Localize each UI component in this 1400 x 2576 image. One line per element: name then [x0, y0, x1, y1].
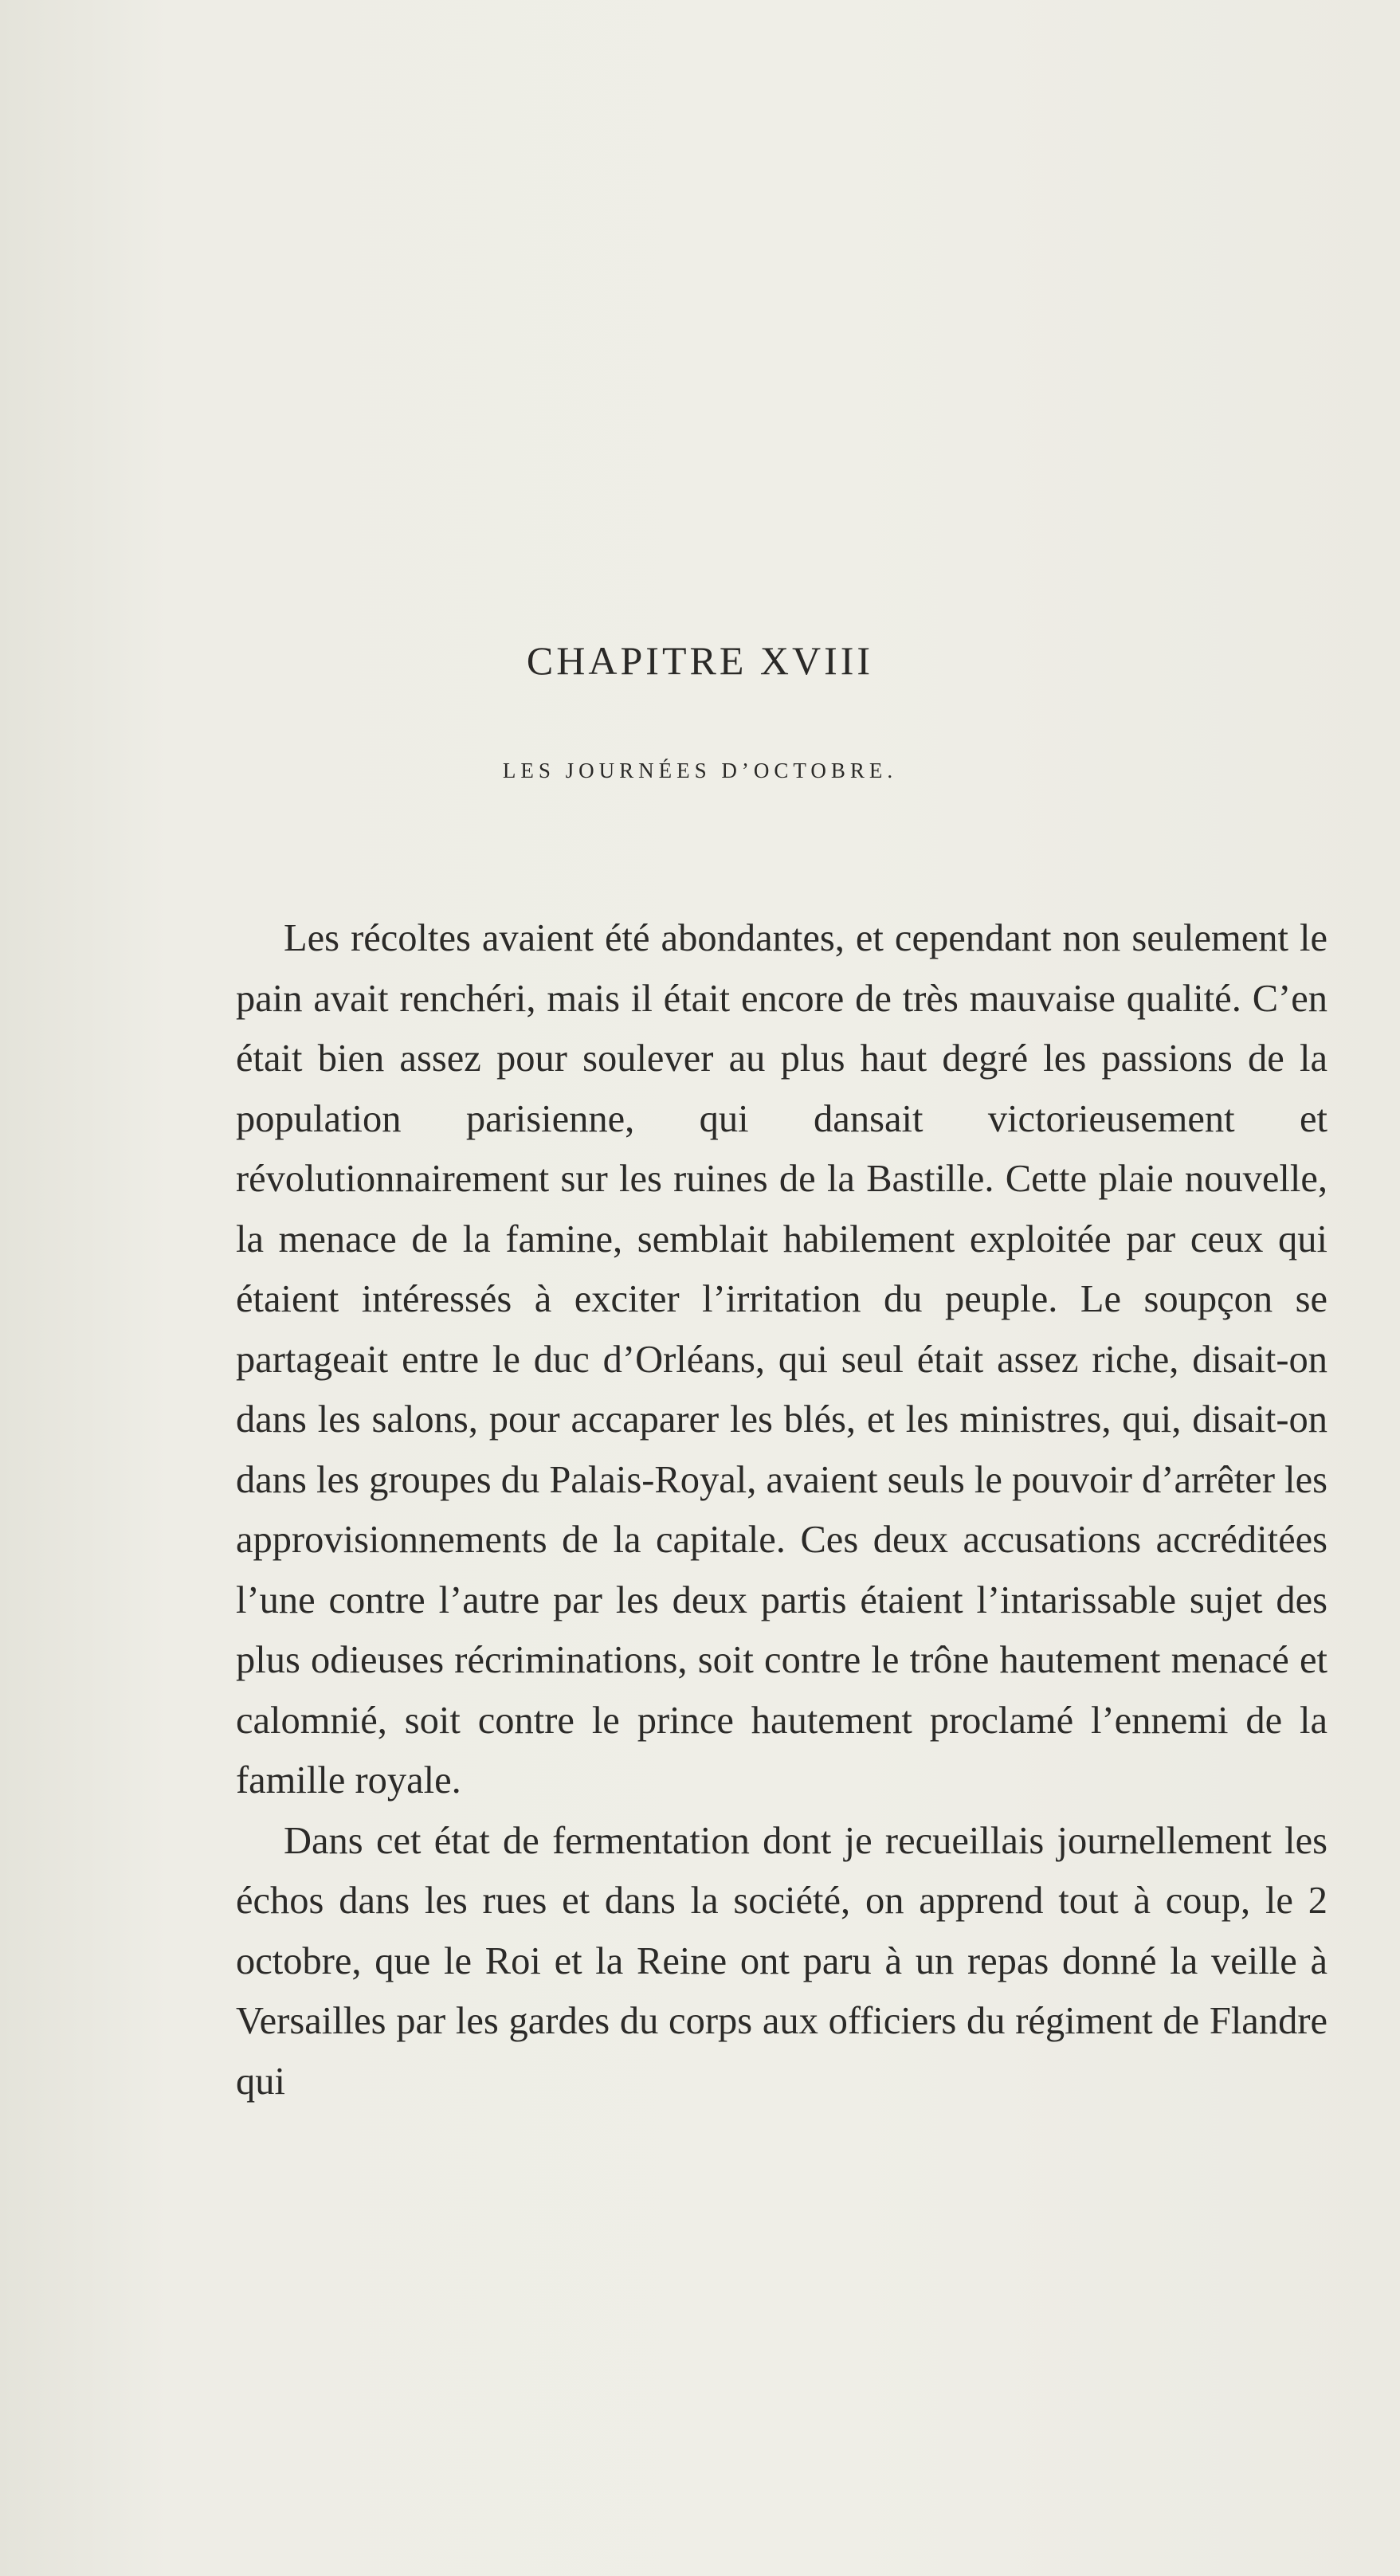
paragraph: Dans cet état de fermentation dont je recueillais journellement les échos dans les rues et dans la société, on apprend tout à coup, le 2 octobre, que le Roi et la Reine ont paru à un repas donné la veille à Versailles par les gardes du corps aux officiers du régiment de Flandre qui: [236, 1819, 1327, 2103]
chapter-subtitle: LES JOURNÉES D’OCTOBRE.: [502, 759, 898, 782]
paragraph: Les récoltes avaient été abondantes, et cependant non seulement le pain avait renchéri, mais il était encore de très mauvaise qualité. C’en était bien assez pour soulever au plus haut degré les passions de la population parisienne, qui dansait victorieusement et révolutionnairement sur les ruines de la Bastille. Cette plaie nouvelle, la menace de la famine, semblait habilement exploitée par ceux qui étaient intéressés à exciter l’irritation du peuple. Le soupçon se partageait entre le duc d’Orléans, qui seul était assez riche, disait-on dans les salons, pour accaparer les blés, et les ministres, qui, disait-on dans les groupes du Palais-Royal, avaient seuls le pouvoir d’arrêter les approvisionnements de la capitale. Ces deux accusations accréditées l’une contre l’autre par les deux partis étaient l’intarissable sujet des plus odieuses récriminations, soit contre le trône hautement menacé et calomnié, soit contre le prince hautement proclamé l’ennemi de la famille royale.: [236, 917, 1327, 1802]
chapter-heading: CHAPITRE XVIII: [526, 638, 874, 683]
body-text: [236, 908, 1327, 2111]
